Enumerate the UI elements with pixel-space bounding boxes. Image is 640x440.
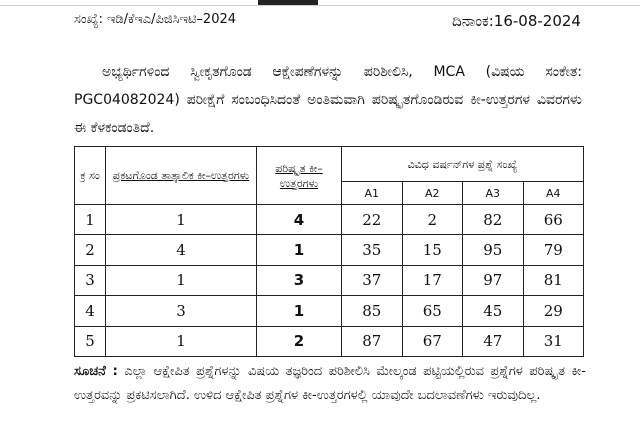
provisional-key-cell: 1 <box>106 326 257 356</box>
table-row <box>75 235 584 265</box>
serial-cell: 5 <box>75 326 106 356</box>
document-header <box>0 12 640 34</box>
table-header-row <box>75 147 584 182</box>
a3-cell: 97 <box>463 265 524 295</box>
set-header-a3: A3 <box>463 182 524 205</box>
revised-key-cell: 3 <box>257 265 342 295</box>
table-row <box>75 296 584 326</box>
provisional-key-header: ಪ್ರಕಟಗೊಂಡ ತಾತ್ಕಾಲಿಕ ಕೀ–ಉತ್ತರಗಳು <box>106 147 257 205</box>
a2-cell: 17 <box>402 265 463 295</box>
table-row <box>75 326 584 356</box>
serial-cell: 1 <box>75 205 106 235</box>
a1-cell: 87 <box>342 326 403 356</box>
table-row <box>75 265 584 295</box>
intro-paragraph <box>74 58 582 142</box>
page-top-tab <box>258 0 318 5</box>
a2-cell: 65 <box>402 296 463 326</box>
reference-number: ಸಂಖ್ಯೆ: ಇಡಿ/ಕೆಇಎ/ಪಿಜಿಸಿಇಟಿ–2024 <box>74 12 237 27</box>
page-top-border <box>0 0 640 6</box>
serial-cell: 2 <box>75 235 106 265</box>
a4-cell: 66 <box>523 205 584 235</box>
document-date: ದಿನಾಂಕ:16-08-2024 <box>452 12 581 30</box>
set-header-a4: A4 <box>523 182 584 205</box>
serial-cell: 4 <box>75 296 106 326</box>
a4-cell: 79 <box>523 235 584 265</box>
revised-key-cell: 1 <box>257 235 342 265</box>
a1-cell: 22 <box>342 205 403 235</box>
a3-cell: 47 <box>463 326 524 356</box>
a3-cell: 82 <box>463 205 524 235</box>
a2-cell: 2 <box>402 205 463 235</box>
a4-cell: 29 <box>523 296 584 326</box>
set-header-a2: A2 <box>402 182 463 205</box>
a3-cell: 95 <box>463 235 524 265</box>
a3-cell: 45 <box>463 296 524 326</box>
a1-cell: 37 <box>342 265 403 295</box>
a1-cell: 35 <box>342 235 403 265</box>
revised-answer-key-table <box>74 146 584 357</box>
intro-text: ಅಭ್ಯರ್ಥಿಗಳಿಂದ ಸ್ವೀಕೃತಗೊಂಡ ಆಕ್ಷೇಪಣೆಗಳನ್ನು ಪರಿಶೀಲಿಸಿ, MCA (ವಿಷಯ ಸಂಕೇತ: PGC04082024) ಪರೀಕ್ಷೆಗೆ ಸಂಬಂಧಿಸಿದಂತೆ ಅಂತಿಮವಾಗಿ ಪರಿಷ್ಕೃತಗೊಂಡಿರುವ ಕೀ-ಉತ್ತರಗಳ ವಿವರಗಳು ಈ ಕೆಳಕಂಡಂತಿದೆ. <box>74 64 582 136</box>
provisional-key-cell: 3 <box>106 296 257 326</box>
revised-key-cell: 1 <box>257 296 342 326</box>
version-group-header: ವಿವಿಧ ವರ್ಷನ್‌ಗಳ ಪ್ರಶ್ನೆ ಸಂಖ್ಯೆ <box>342 147 584 182</box>
a2-cell: 67 <box>402 326 463 356</box>
a4-cell: 81 <box>523 265 584 295</box>
a2-cell: 15 <box>402 235 463 265</box>
serial-header: ಕ್ರ ಸಂ <box>75 147 106 205</box>
note-text: ಎಲ್ಲಾ ಆಕ್ಷೇಪಿತ ಪ್ರಶ್ನೆಗಳನ್ನು ವಿಷಯ ತಜ್ಞರಿಂದ ಪರಿಶೀಲಿಸಿ ಮೇಲ್ಕಂಡ ಪಟ್ಟಿಯಲ್ಲಿರುವ ಪ್ರಶ್ನೆಗಳ ಪರಿಷ್ಕೃತ ಕೀ-ಉತ್ತರವನ್ನು ಪ್ರಕಟಿಸಲಾಗಿದೆ. ಉಳಿದ ಆಕ್ಷೇಪಿತ ಪ್ರಶ್ನೆಗಳ ಕೀ-ಉತ್ತರಗಳಲ್ಲಿ ಯಾವುದೇ ಬದಲಾವಣೆಗಳು ಇರುವುದಿಲ್ಲ. <box>74 364 586 403</box>
revised-key-cell: 2 <box>257 326 342 356</box>
table-row <box>75 205 584 235</box>
set-header-a1: A1 <box>342 182 403 205</box>
a1-cell: 85 <box>342 296 403 326</box>
a4-cell: 31 <box>523 326 584 356</box>
revised-key-cell: 4 <box>257 205 342 235</box>
note-paragraph <box>74 360 586 408</box>
revised-key-header: ಪರಿಷ್ಕೃತ ಕೀ–ಉತ್ತರಗಳು <box>257 147 342 205</box>
provisional-key-cell: 1 <box>106 205 257 235</box>
note-label: ಸೂಚನೆ : <box>74 364 118 379</box>
provisional-key-cell: 1 <box>106 265 257 295</box>
provisional-key-cell: 4 <box>106 235 257 265</box>
serial-cell: 3 <box>75 265 106 295</box>
